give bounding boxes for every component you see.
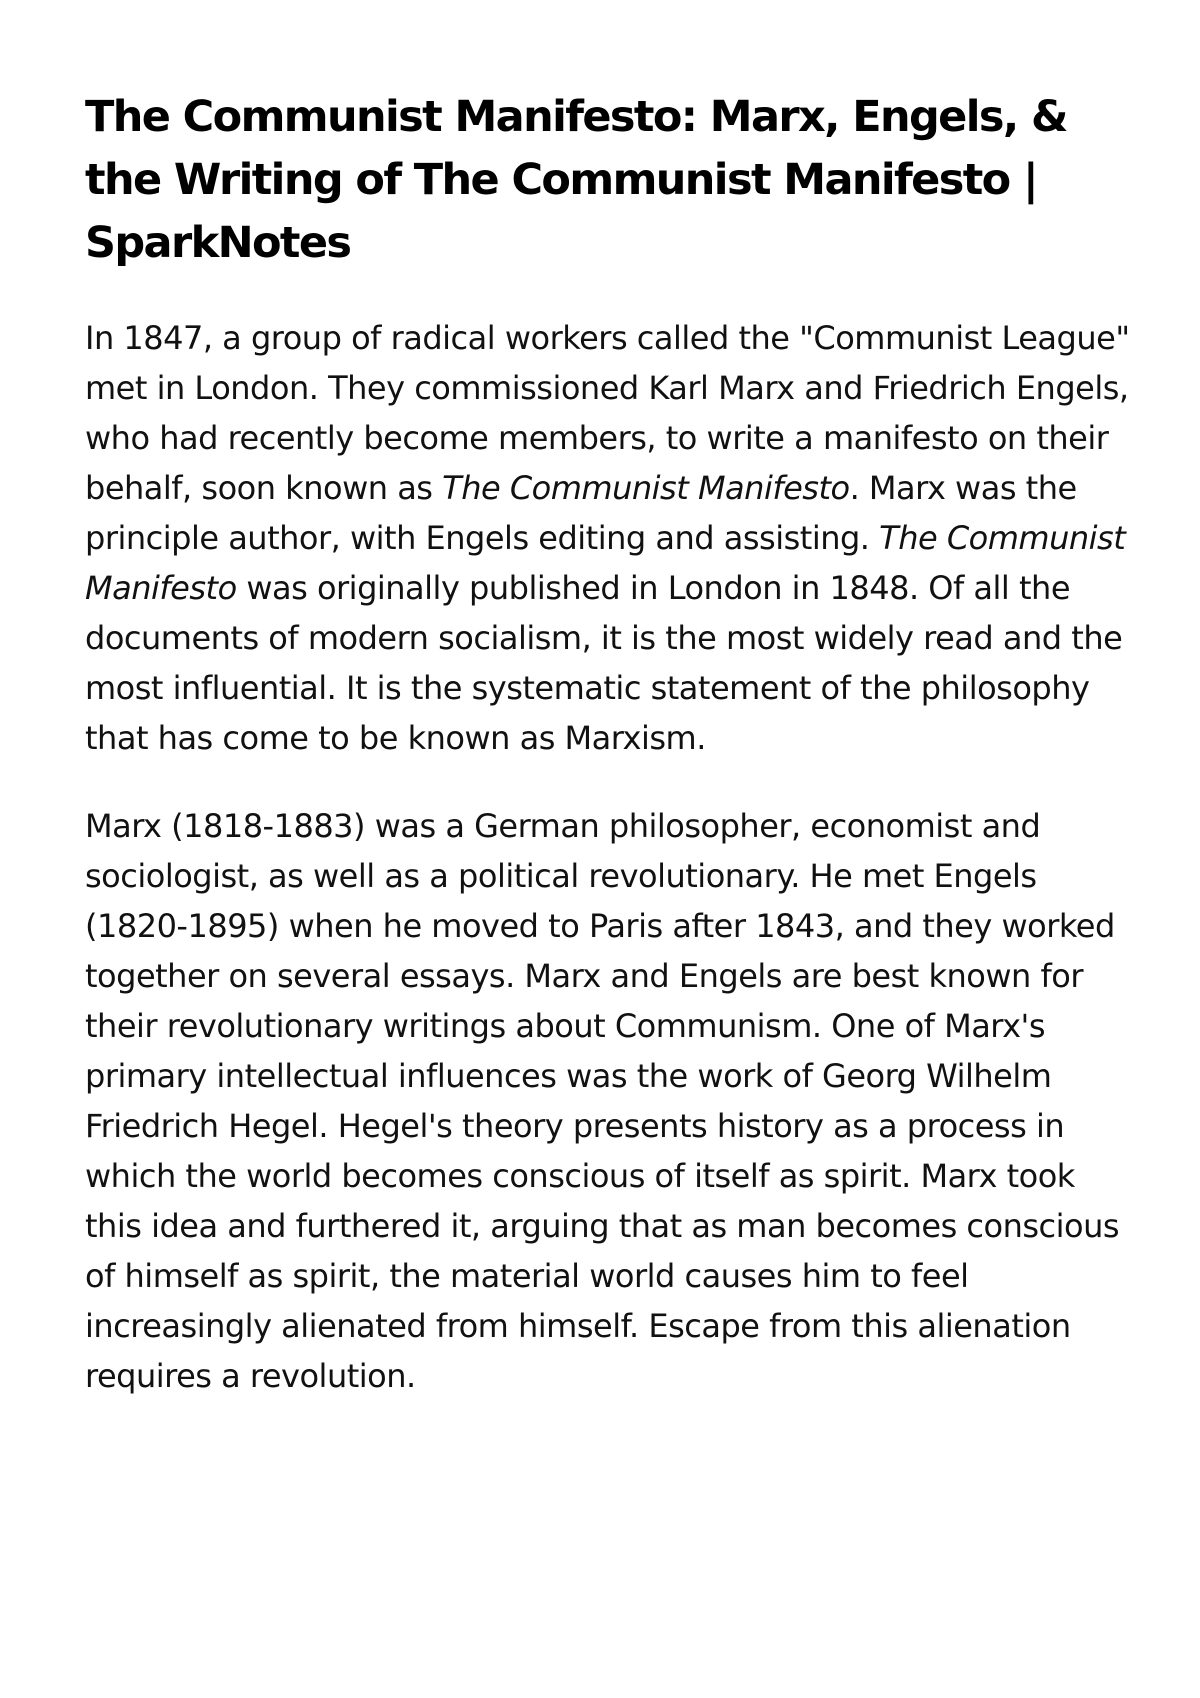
paragraph-1-text-a: In 1847, a group of radical workers called the "Communist League" met in London. They commissioned Karl Marx and Friedrich Engels, who had recently become members, to write a manifesto on their behalf, soon known as: [85, 319, 1130, 507]
paragraph-1: [85, 313, 1135, 763]
paragraph-2: Marx (1818-1883) was a German philosopher, economist and sociologist, as well as a political revolutionary. He met Engels (1820-1895) when he moved to Paris after 1843, and they worked together on several essays. Marx and Engels are best known for their revolutionary writings about Communism. One of Marx's primary intellectual influences was the work of Georg Wilhelm Friedrich Hegel. Hegel's theory presents history as a process in which the world becomes conscious of itself as spirit. Marx took this idea and furthered it, arguing that as man becomes conscious of himself as spirit, the material world causes him to feel increasingly alienated from himself. Escape from this alienation requires a revolution.: [85, 807, 1120, 1395]
paragraph-1-text-b: . Marx was the principle author, with Engels editing and assisting.: [85, 469, 1077, 557]
page-title: The Communist Manifesto: Marx, Engels, & the Writing of The Communist Manifesto | SparkNotes: [85, 92, 1067, 268]
document-page: [85, 86, 1135, 1401]
paragraph-1-text-c: was originally published in London in 1848. Of all the documents of modern socialism, it is the most widely read and the most influential. It is the systematic statement of the philosophy that has come to be known as Marxism.: [85, 569, 1123, 757]
paragraph-1-italic-title-a: The Communist Manifesto: [442, 469, 850, 507]
paragraph-1-italic-title-b: The Communist Manifesto: [85, 519, 1126, 607]
